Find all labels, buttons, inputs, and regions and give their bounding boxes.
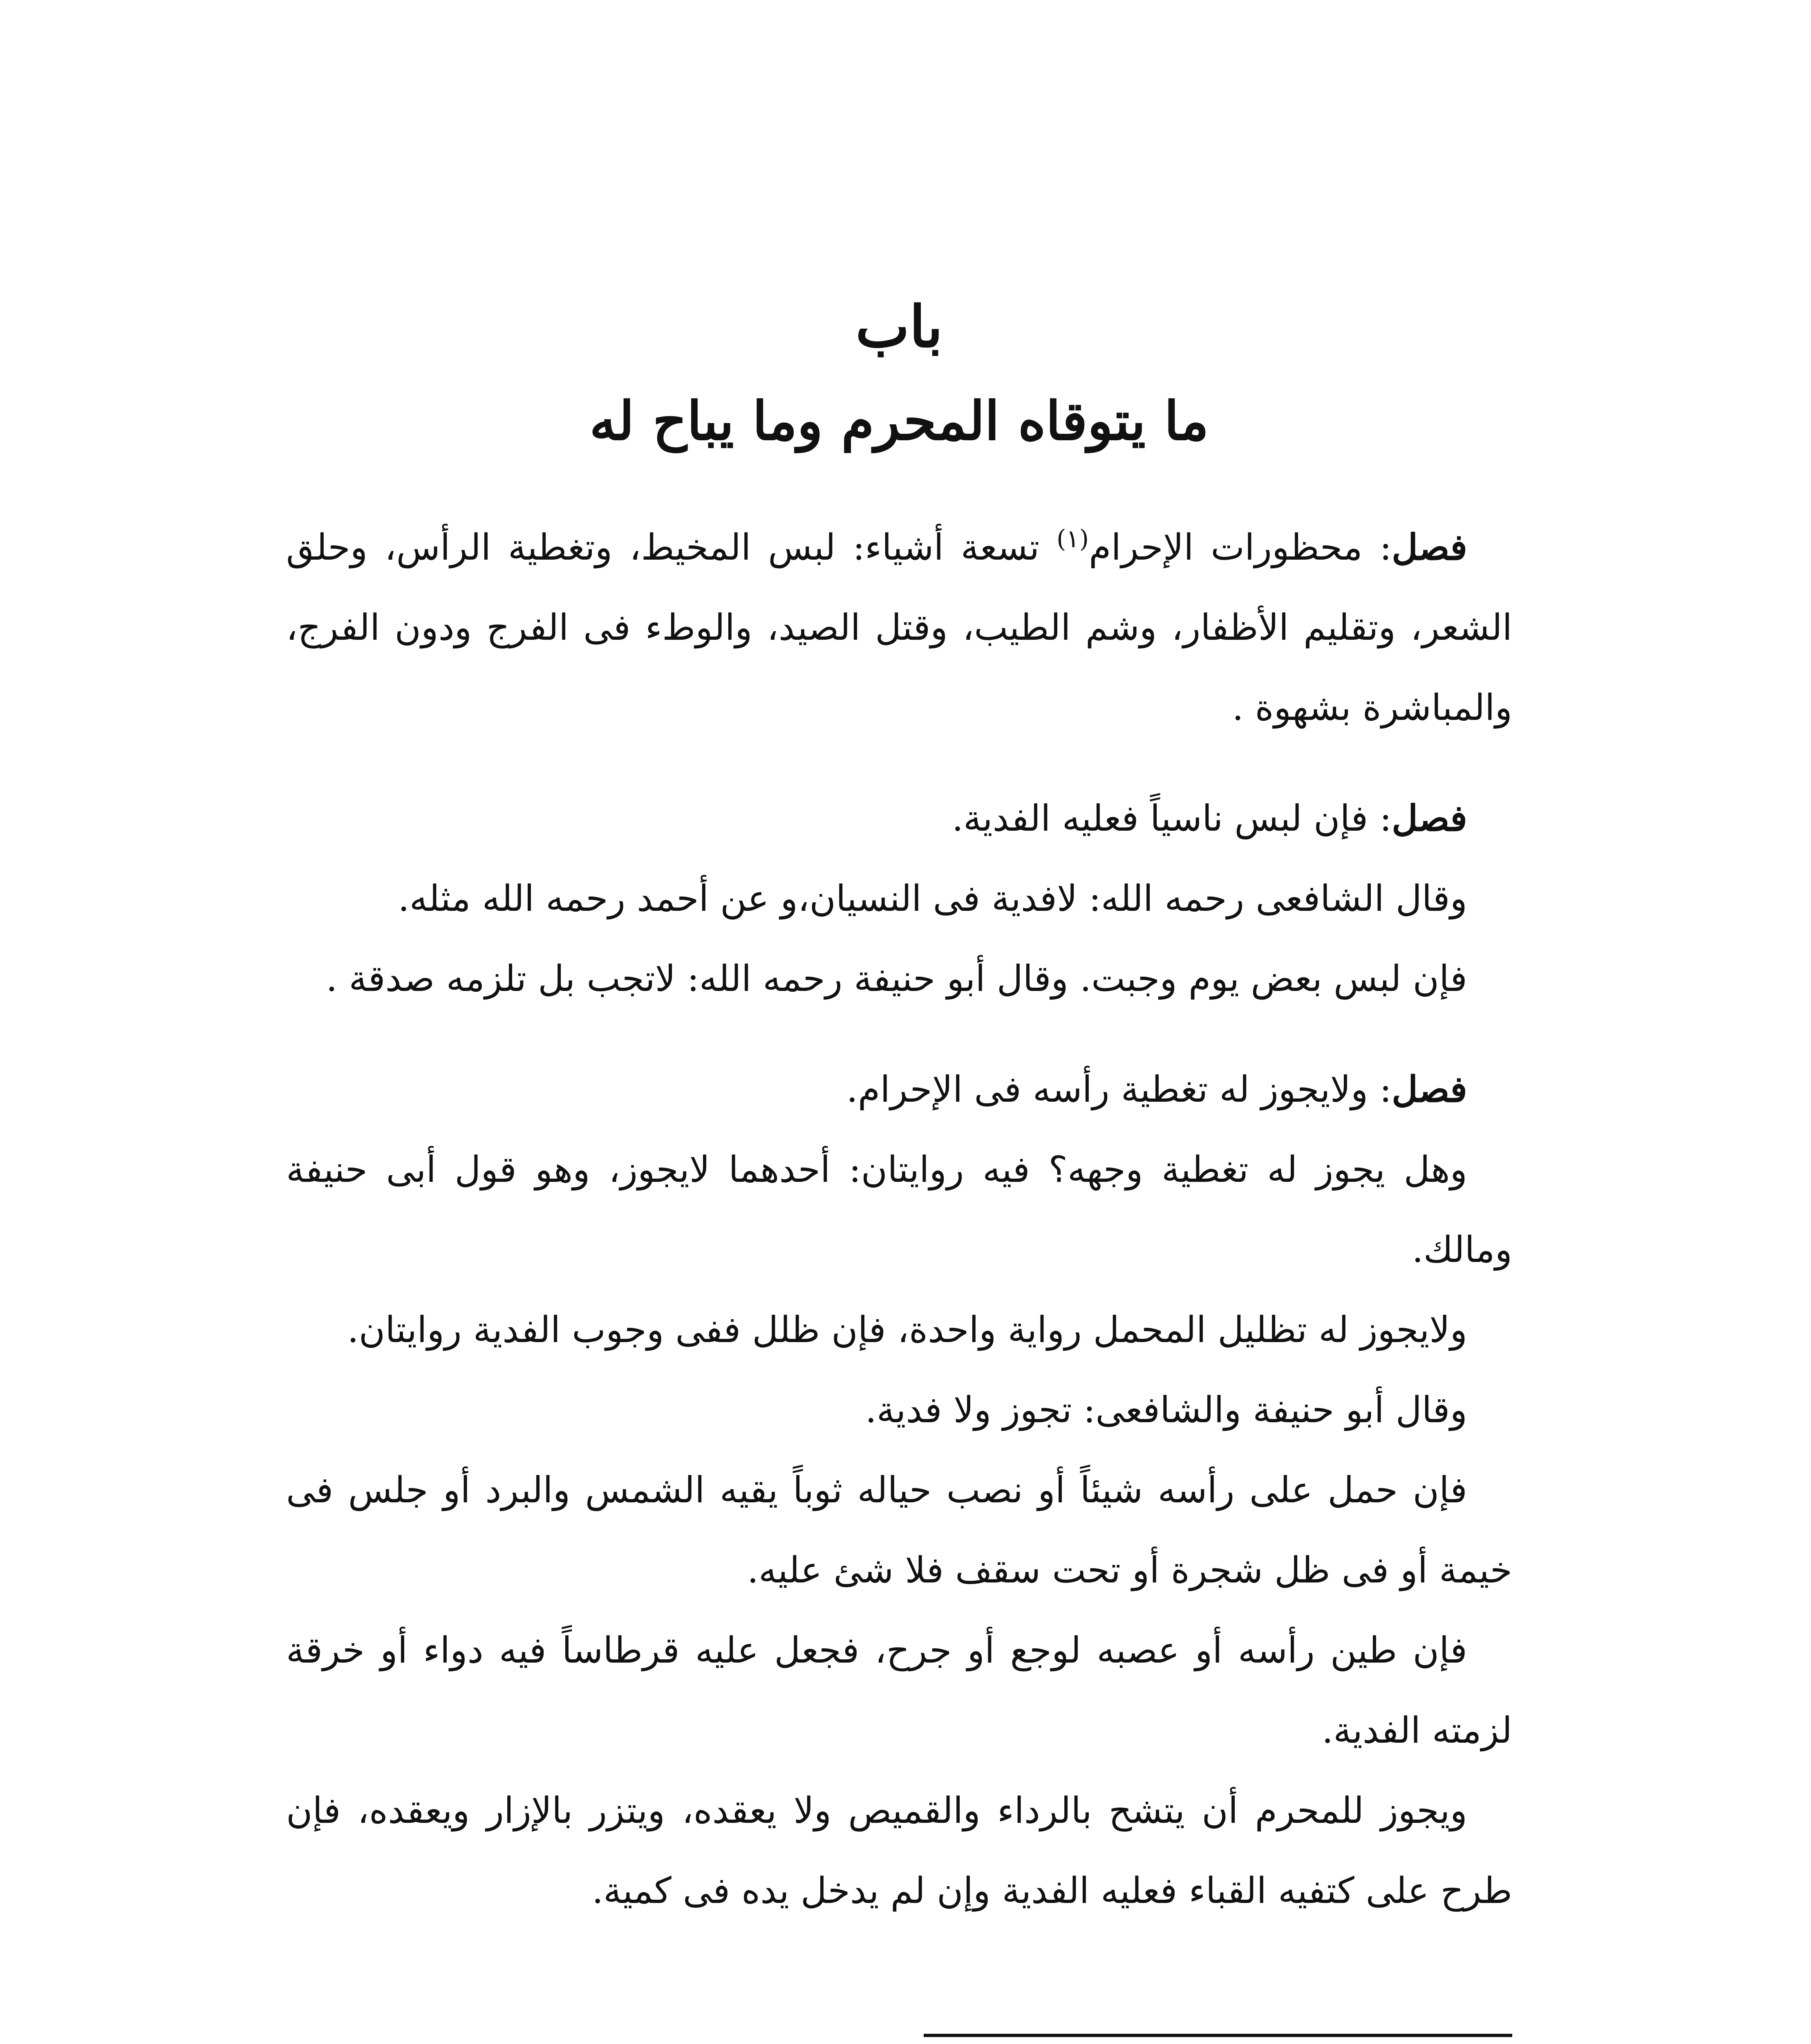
paragraph-text: : ولايجوز له تغطية رأسه فى الإحرام. (846, 1068, 1392, 1110)
section-lead: فصل (1391, 526, 1468, 568)
paragraph-7: ولايجوز له تظليل المحمل رواية واحدة، فإن ظلل ففى وجوب الفدية روايتان. (347, 1309, 1467, 1351)
chapter-word: باب (855, 294, 943, 361)
section-lead: فصل (1391, 1068, 1467, 1110)
paragraph-6: وهل يجوز له تغطية وجهه؟ فيه روايتان: أحدهما لايجوز، وهو قول أبى حنيفة ومالك. (286, 1148, 1512, 1271)
paragraph-8: وقال أبو حنيفة والشافعى: تجوز ولا فدية. (865, 1389, 1467, 1431)
paragraph-1 (286, 507, 1512, 748)
chapter-title: ما يتوقاه المحرم وما يباح له (589, 390, 1209, 452)
footnote-ref: (١) (1056, 524, 1089, 554)
section-lead: فصل (1391, 797, 1467, 839)
paragraph-text: : فإن لبس ناسياً فعليه الفدية. (951, 797, 1392, 839)
paragraph-9: فإن حمل على رأسه شيئاً أو نصب حياله ثوباً يقيه الشمس والبرد أو جلس فى خيمة أو فى ظل شجرة أو تحت سقف فلا شئ عليه. (286, 1469, 1512, 1591)
paragraph-10: فإن طين رأسه أو عصبه لوجع أو جرح، فجعل عليه قرطاساً فيه دواء أو خرقة لزمته الفدية. (286, 1629, 1512, 1751)
main-text (286, 507, 1512, 1931)
paragraph-11: ويجوز للمحرم أن يتشح بالرداء والقميص ولا يعقده، ويتزر بالإزار ويعقده، فإن طرح على كتفيه القباء فعليه الفدية وإن لم يدخل يده فى كمية. (286, 1789, 1512, 1912)
paragraph-5 (286, 1049, 1512, 1130)
footnote-divider (924, 2034, 1512, 2037)
paragraph-2 (286, 778, 1512, 858)
paragraph-4: فإن لبس بعض يوم وجبت. وقال أبو حنيفة رحمه الله: لاتجب بل تلزمه صدقة . (326, 957, 1467, 1000)
paragraph-3: وقال الشافعى رحمه الله: لافدية فى النسيان،و عن أحمد رحمه الله مثله. (398, 877, 1467, 919)
paragraph-text: : محظورات الإحرام (1089, 526, 1392, 568)
paragraph-text: تسعة أشياء: لبس المخيط، وتغطية الرأس، وحلق الشعر، وتقليم الأظفار، وشم الطيب، وقتل الصيد، والوطء فى الفرج ودون الفرج، والمباشرة بشهوة . (286, 526, 1512, 728)
